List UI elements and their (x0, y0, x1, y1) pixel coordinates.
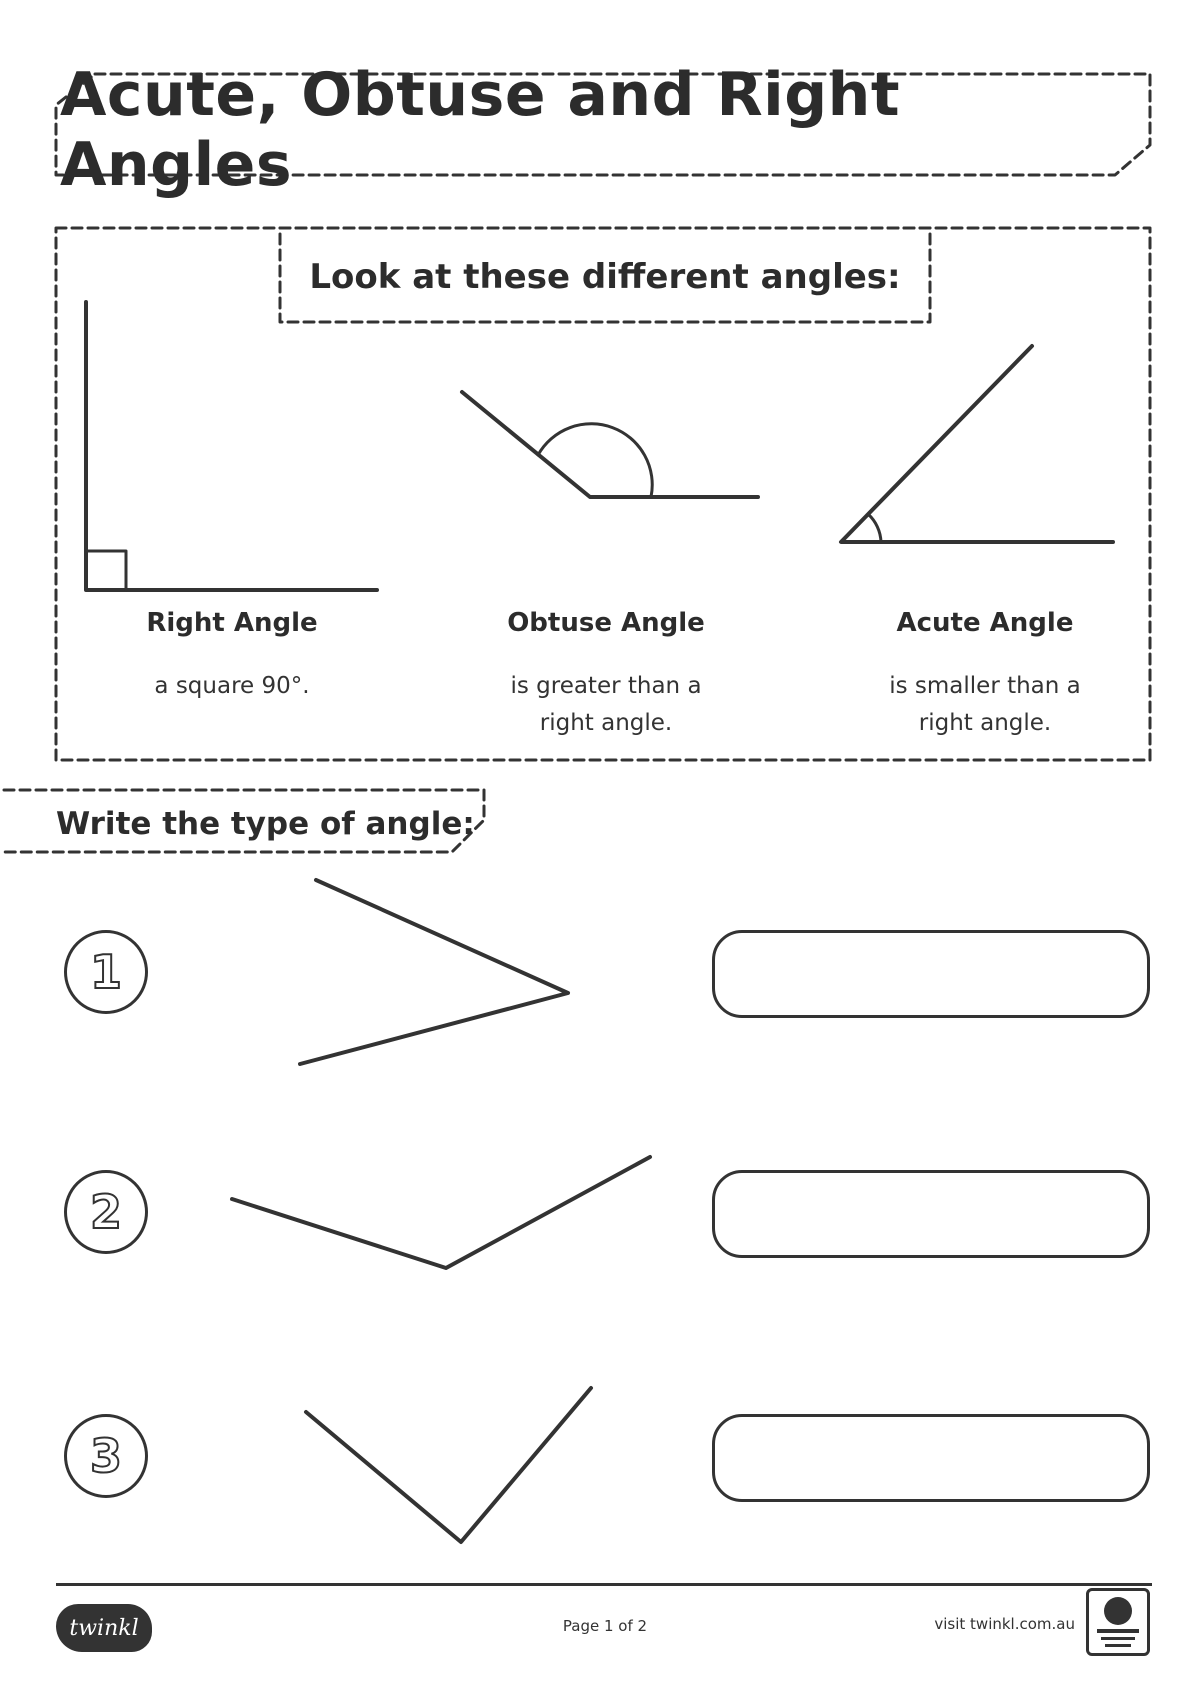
acute-angle-label: Acute Angle (896, 608, 1074, 638)
description-line: a square 90°. (154, 673, 310, 699)
question-1-answer-box[interactable] (712, 930, 1150, 1018)
question-1-number: 1 (64, 930, 148, 1014)
footer-divider (56, 1583, 1152, 1586)
acute-angle-description (805, 668, 1165, 742)
question-2-angle (232, 1157, 650, 1268)
question-1-angle (300, 880, 568, 1064)
description-line: is greater than a (510, 673, 702, 699)
description-line: is smaller than a (889, 673, 1081, 699)
obtuse-angle-label: Obtuse Angle (507, 608, 705, 638)
question-2-answer-box[interactable] (712, 1170, 1150, 1258)
question-3-number: 3 (64, 1414, 148, 1498)
question-2-number: 2 (64, 1170, 148, 1254)
question-3-angle (306, 1388, 591, 1542)
description-line: right angle. (918, 710, 1052, 736)
description-line: right angle. (539, 710, 673, 736)
quality-badge-icon (1086, 1588, 1150, 1656)
right-angle-drawing (86, 302, 377, 590)
site-url: visit twinkl.com.au (934, 1615, 1075, 1633)
obtuse-angle-description (426, 668, 786, 742)
acute-angle-drawing (841, 346, 1113, 542)
twinkl-logo: twinkl (56, 1604, 152, 1652)
task-heading: Write the type of angle: (56, 806, 475, 842)
intro-heading: Look at these different angles: (309, 257, 901, 297)
right-angle-description (52, 668, 412, 705)
right-angle-label: Right Angle (146, 608, 318, 638)
badge-graphic (1089, 1591, 1147, 1653)
obtuse-angle-drawing (462, 392, 758, 497)
page-number: Page 1 of 2 (562, 1617, 648, 1635)
question-3-answer-box[interactable] (712, 1414, 1150, 1502)
page-title: Acute, Obtuse and Right Angles (60, 60, 901, 200)
